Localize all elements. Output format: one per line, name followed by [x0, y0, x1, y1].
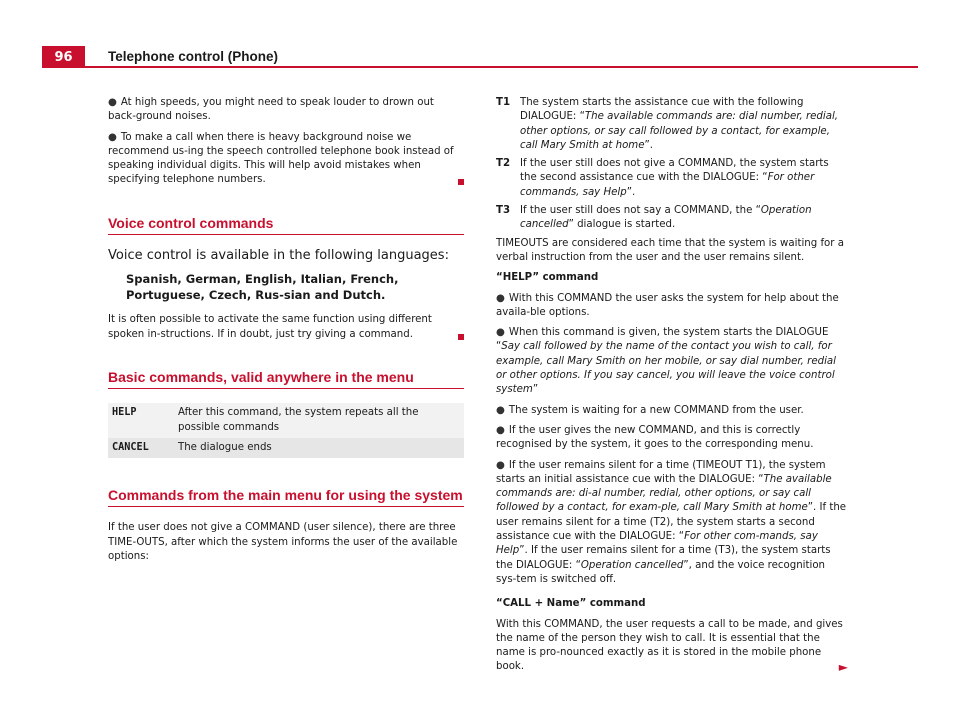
- bullet-item: ● If the user remains silent for a time (TIMEOUT T1), the system starts an initial assistance cue with the DIALOGUE: “The available commands are: di-al number, redial, other options, or say call followed by a contact, for exam-ple, call Mary Smith at home”. If the user remains silent for a time (T2), the system starts a second assistance cue with the DIALOGUE: “For other com-mands, say Help”. If the user remains silent for a time (T3), the system starts the DIALOGUE: “Operation cancelled”, and the voice recognition sys-tem is switched off.: [496, 459, 847, 585]
- timeout-row-t2: T2 If the user still does not give a COMMAND, the system starts the second assistance cue with the DIALOGUE: “For other commands, say Help”.: [496, 157, 848, 200]
- table-row: [108, 438, 464, 458]
- bullet-dot-icon: ●: [108, 97, 117, 108]
- section-heading-basic-commands: Basic commands, valid anywhere in the menu: [108, 370, 464, 389]
- left-column: [108, 96, 464, 570]
- bullet-dot-icon: ●: [496, 327, 505, 339]
- section-note: It is often possible to activate the same function using different spoken in-structions. If in doubt, just try giving a command.: [108, 313, 464, 342]
- section-text: If the user does not give a COMMAND (user silence), there are three TIME-OUTS, after which the system informs the user of the available options:: [108, 522, 458, 563]
- languages-list: Spanish, German, English, Italian, French, Portuguese, Czech, Rus-sian and Dutch.: [126, 272, 399, 303]
- call-heading: “CALL + Name” command: [496, 598, 646, 610]
- command-desc: The dialogue ends: [174, 438, 464, 458]
- section-heading-main-menu: Commands from the main menu for using the system: [108, 488, 464, 507]
- bullet-dot-icon: ●: [496, 404, 505, 416]
- bullet-item: ● To make a call when there is heavy background noise we recommend us-ing the speech controlled telephone book instead of speaking individual digits. This will help avoid mistakes when specifying telephone numbers.: [108, 131, 464, 188]
- command-key: HELP: [108, 403, 174, 438]
- section-end-icon: [458, 334, 464, 340]
- bullet-item: ● If the user gives the new COMMAND, and this is correctly recognised by the system, it goes to the corresponding menu.: [496, 424, 814, 451]
- timeout-row-t3: T3 If the user still does not say a COMMAND, the “Operation cancelled” dialogue is started.: [496, 204, 848, 233]
- right-column: [496, 96, 848, 681]
- continue-arrow-icon: ►: [838, 660, 848, 675]
- command-desc: After this command, the system repeats all the possible commands: [174, 403, 464, 438]
- bullet-dot-icon: ●: [496, 424, 505, 436]
- commands-table: [108, 403, 464, 458]
- timeout-label: T2: [496, 158, 511, 170]
- bullet-item: ● The system is waiting for a new COMMAND from the user.: [496, 404, 804, 416]
- bullet-item: ● When this command is given, the system starts the DIALOGUE “Say call followed by the name of the contact you wish to call, for example, call Mary Smith on her mobile, or say dial number, redial or other options. If you say cancel, you will leave the voice control system”: [496, 327, 836, 396]
- bullet-dot-icon: ●: [496, 292, 505, 304]
- section-intro: Voice control is available in the following languages:: [108, 248, 449, 264]
- bullet-dot-icon: ●: [496, 459, 505, 471]
- page-header-title: Telephone control (Phone): [108, 49, 278, 64]
- bullet-item: ● At high speeds, you might need to speak louder to drown out back-ground noises.: [108, 97, 434, 123]
- bullet-item: ● With this COMMAND the user asks the system for help about the availa-ble options.: [496, 292, 839, 318]
- table-row: [108, 403, 464, 438]
- header-rule: [42, 66, 918, 68]
- command-key: CANCEL: [108, 438, 174, 458]
- timeout-row-t1: T1 The system starts the assistance cue with the following DIALOGUE: “The available commands are: dial number, redial, other options, or say call followed by a contact, for example, call Mary Smith at home”.: [496, 96, 848, 153]
- section-heading-voice-control: Voice control commands: [108, 216, 464, 235]
- call-text: With this COMMAND, the user requests a call to be made, and gives the name of the person they wish to call. It is essential that the name is pro-nounced exactly as it is stored in the mobile phone book. ►: [496, 618, 848, 675]
- bullet-dot-icon: ●: [108, 131, 117, 143]
- timeout-label: T1: [496, 97, 511, 108]
- timeout-label: T3: [496, 205, 511, 217]
- page-number: 96: [42, 46, 85, 68]
- help-heading: “HELP” command: [496, 272, 599, 284]
- section-end-icon: [458, 179, 464, 185]
- timeouts-text: TIMEOUTS are considered each time that the system is waiting for a verbal instruction from the user and the user remains silent.: [496, 237, 844, 263]
